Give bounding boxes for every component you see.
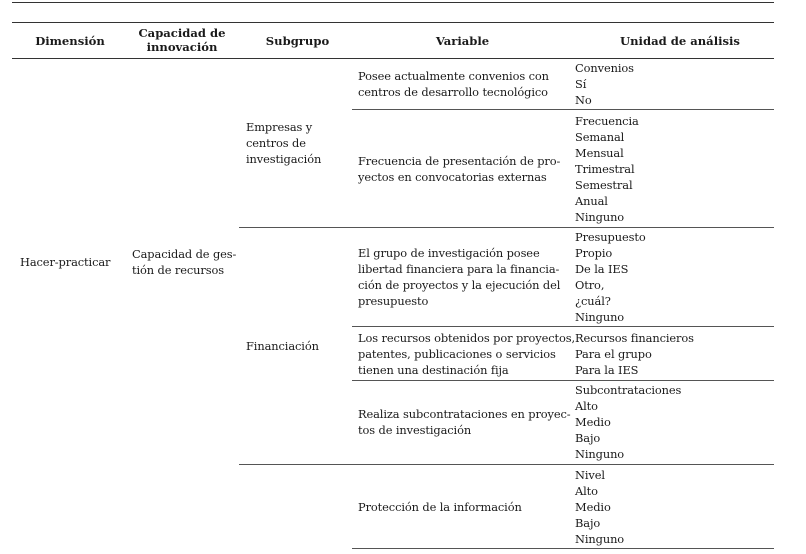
unit-options-cell <box>575 382 681 462</box>
capacity-cell <box>132 246 236 278</box>
variable-cell <box>358 153 560 185</box>
unit-option: Mensual <box>575 146 624 160</box>
unit-option: Bajo <box>575 431 601 445</box>
header-unit: Unidad de análisis <box>620 34 740 48</box>
unit-options-cell <box>575 467 624 547</box>
header-dimension: Dimensión <box>35 34 105 48</box>
variable-line: centros de desarrollo tecnológico <box>358 85 548 99</box>
row-rule <box>352 326 774 327</box>
variable-line: ción de proyectos y la ejecución del <box>358 278 561 292</box>
unit-option: Semestral <box>575 178 633 192</box>
unit-option: Otro, <box>575 278 605 292</box>
capacity-line1: Capacidad de ges- <box>132 247 237 261</box>
variable-line: Posee actualmente convenios con <box>358 69 549 83</box>
variable-cell <box>358 68 549 100</box>
unit-option: Trimestral <box>575 162 635 176</box>
unit-option: Sí <box>575 77 587 91</box>
variable-line: presupuesto <box>358 294 429 308</box>
variable-line: yectos en convocatorias externas <box>358 170 547 184</box>
variable-cell <box>358 330 575 378</box>
header-bottom-rule <box>12 58 774 59</box>
unit-options-cell <box>575 330 694 378</box>
unit-option: Anual <box>575 194 608 208</box>
unit-option: No <box>575 93 592 107</box>
unit-option: Bajo <box>575 516 601 530</box>
unit-option: Recursos financieros <box>575 331 694 345</box>
unit-option: Ninguno <box>575 447 625 461</box>
header-subgroup: Subgrupo <box>265 34 330 48</box>
unit-option: Propio <box>575 246 613 260</box>
variable-line: Los recursos obtenidos por proyectos, <box>358 331 576 345</box>
unit-options-cell <box>575 229 646 325</box>
subgroup-rule <box>239 464 774 465</box>
unit-option: Para la IES <box>575 363 639 377</box>
unit-option: Semanal <box>575 130 625 144</box>
header-capacity-line1: Capacidad de <box>138 26 226 40</box>
unit-option: Presupuesto <box>575 230 646 244</box>
variable-line: libertad financiera para la financia- <box>358 262 560 276</box>
unit-option: Medio <box>575 415 611 429</box>
unit-option: Nivel <box>575 468 605 482</box>
unit-options-cell <box>575 113 639 225</box>
subgroup-rule <box>239 227 774 228</box>
unit-option: Para el grupo <box>575 347 652 361</box>
variable-line: Frecuencia de presentación de pro- <box>358 154 561 168</box>
unit-option: Convenios <box>575 61 634 75</box>
unit-option: Frecuencia <box>575 114 639 128</box>
variable-line: El grupo de investigación posee <box>358 246 540 260</box>
variable-line: tos de investigación <box>358 423 472 437</box>
variable-line: tienen una destinación fija <box>358 363 509 377</box>
header-capacity <box>127 26 237 54</box>
capacity-line2: tión de recursos <box>132 263 224 277</box>
unit-option: Subcontrataciones <box>575 383 682 397</box>
unit-option: Medio <box>575 500 611 514</box>
unit-option: Ninguno <box>575 310 625 324</box>
unit-option: Ninguno <box>575 532 625 546</box>
variable-cell <box>358 406 571 438</box>
subgroup-line: Financiación <box>246 339 319 353</box>
unit-option: ¿cuál? <box>575 294 611 308</box>
subgroup-line: centros de <box>246 136 306 150</box>
unit-options-cell <box>575 60 634 108</box>
header-variable: Variable <box>435 34 490 48</box>
variable-line: Realiza subcontrataciones en proyec- <box>358 407 571 421</box>
dimension-cell: Hacer-practicar <box>20 255 111 269</box>
variable-line: Protección de la información <box>358 500 522 514</box>
variable-cell <box>358 499 522 515</box>
unit-option: Alto <box>575 399 598 413</box>
subgroup-cell <box>246 338 319 354</box>
unit-option: Alto <box>575 484 598 498</box>
row-rule <box>352 380 774 381</box>
subgroup-line: investigación <box>246 152 322 166</box>
variable-line: patentes, publicaciones o servicios <box>358 347 556 361</box>
row-rule <box>352 109 774 110</box>
unit-option: Ninguno <box>575 210 625 224</box>
subgroup-line: Empresas y <box>246 120 313 134</box>
subgroup-cell <box>246 119 321 167</box>
header-top-rule <box>12 22 774 23</box>
variable-cell <box>358 245 560 309</box>
top-rule <box>12 2 774 3</box>
unit-option: De la IES <box>575 262 629 276</box>
row-rule <box>352 548 774 549</box>
header-capacity-line2: innovación <box>146 40 218 54</box>
